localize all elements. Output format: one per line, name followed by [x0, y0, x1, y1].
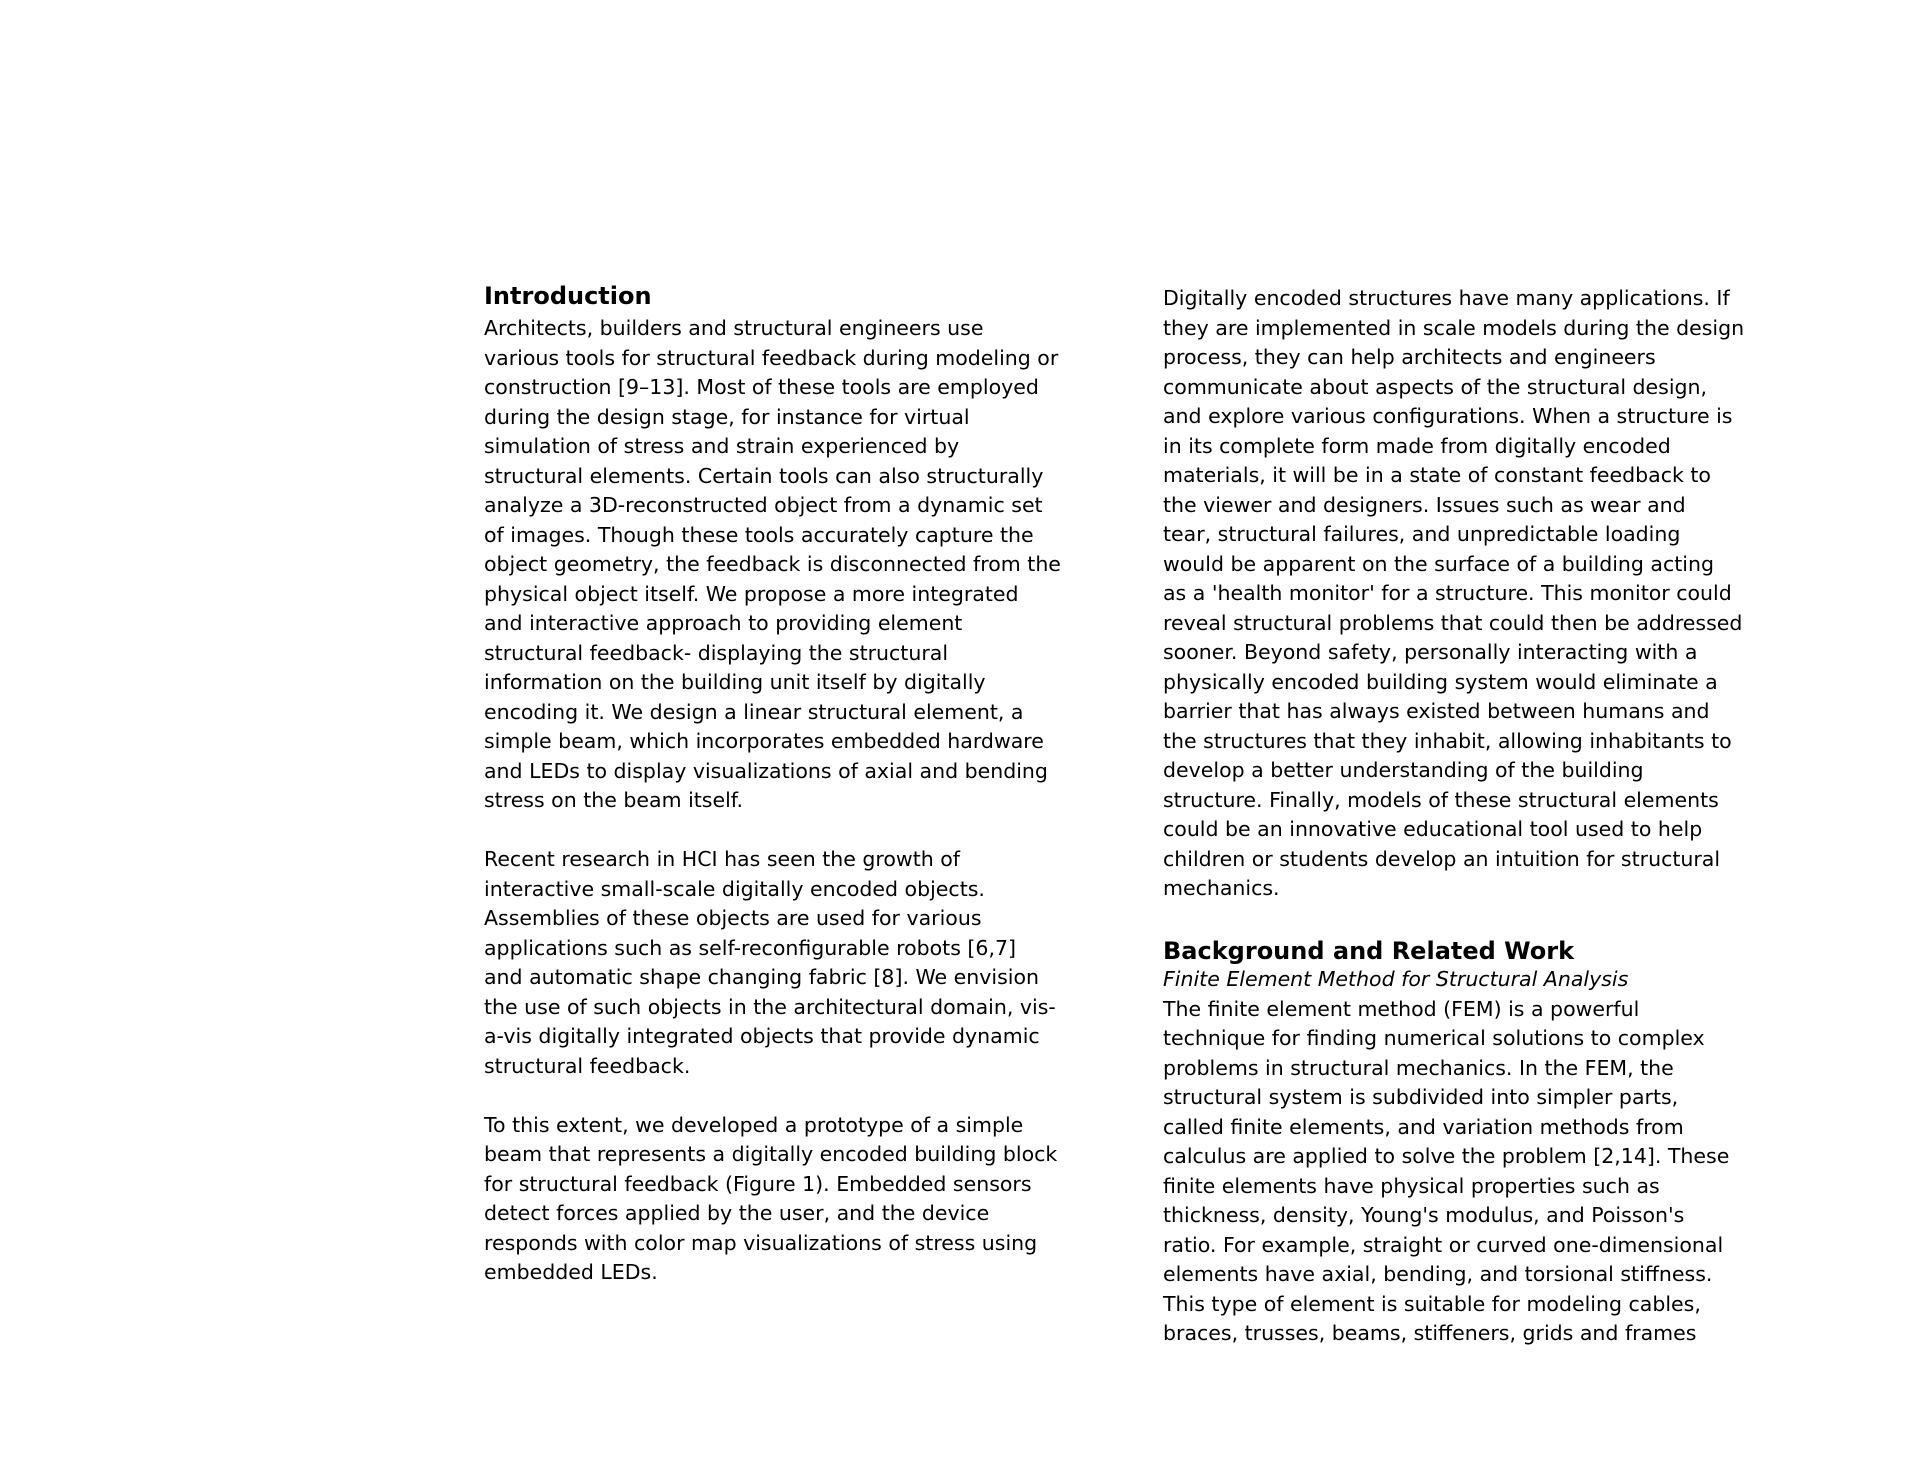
section-heading-background: Background and Related Work — [1163, 937, 1575, 965]
text-line: for structural feedback (Figure 1). Embedded sensors — [484, 1171, 1032, 1196]
text-line: finite elements have physical properties such as — [1163, 1173, 1660, 1198]
text-line: sooner. Beyond safety, personally interacting with a — [1163, 640, 1698, 664]
text-line: and explore various configurations. When a structure is — [1163, 404, 1733, 428]
text-line: detect forces applied by the user, and the device — [484, 1201, 990, 1225]
text-line: and automatic shape changing fabric [8]. We envision — [484, 965, 1040, 989]
text-line: reveal structural problems that could then be addressed — [1163, 610, 1743, 635]
text-line: during the design stage, for instance for virtual — [484, 404, 970, 429]
text-line: called finite elements, and variation methods from — [1163, 1114, 1684, 1139]
text-line: and interactive approach to providing element — [484, 611, 963, 635]
applications-paragraph — [1163, 284, 1763, 904]
text-line: braces, trusses, beams, stiffeners, grids and frames — [1163, 1321, 1697, 1345]
text-line: thickness, density, Young's modulus, and Poisson's — [1163, 1203, 1685, 1227]
text-line: construction [9–13]. Most of these tools are employed — [484, 375, 1039, 399]
text-line: process, they can help architects and engineers — [1163, 345, 1656, 369]
text-line: analyze a 3D-reconstructed object from a dynamic set — [484, 493, 1043, 517]
text-line: tear, structural failures, and unpredictable loading — [1163, 522, 1681, 546]
intro-paragraph-1 — [484, 314, 1084, 816]
text-line: simple beam, which incorporates embedded hardware — [484, 729, 1044, 753]
text-line: stress on the beam itself. — [484, 788, 744, 812]
text-line: responds with color map visualizations of stress using — [484, 1230, 1038, 1255]
text-line: Digitally encoded structures have many applications. If — [1163, 286, 1730, 310]
text-line: structural feedback. — [484, 1053, 691, 1078]
text-line: mechanics. — [1163, 876, 1280, 900]
text-line: and LEDs to display visualizations of axial and bending — [484, 758, 1048, 783]
text-line: structural feedback- displaying the structural — [484, 640, 949, 665]
text-line: simulation of stress and strain experienced by — [484, 434, 960, 458]
text-line: develop a better understanding of the building — [1163, 758, 1644, 782]
section-heading-introduction: Introduction — [484, 282, 652, 310]
text-line: the use of such objects in the architectural domain, vis- — [484, 994, 1056, 1019]
text-line: embedded LEDs. — [484, 1260, 658, 1284]
fem-paragraph — [1163, 995, 1763, 1349]
intro-paragraph-3 — [484, 1111, 1084, 1288]
text-line: the viewer and designers. Issues such as wear and — [1163, 492, 1686, 517]
text-line: barrier that has always existed between humans and — [1163, 699, 1710, 723]
text-line: Recent research in HCI has seen the growth of — [484, 847, 960, 871]
text-line: structural system is subdivided into simpler parts, — [1163, 1085, 1679, 1109]
text-line: physically encoded building system would eliminate a — [1163, 669, 1718, 694]
text-line: structure. Finally, models of these structural elements — [1163, 787, 1719, 812]
text-line: materials, it will be in a state of constant feedback to — [1163, 463, 1711, 487]
text-line: in its complete form made from digitally encoded — [1163, 433, 1671, 458]
text-line: applications such as self-reconfigurable robots [6,7] — [484, 935, 1017, 960]
text-line: ratio. For example, straight or curved one-dimensional — [1163, 1232, 1724, 1257]
text-line: information on the building unit itself by digitally — [484, 670, 986, 694]
text-line: the structures that they inhabit, allowing inhabitants to — [1163, 728, 1732, 753]
text-line: The finite element method (FEM) is a powerful — [1163, 996, 1640, 1021]
text-line: children or students develop an intuition for structural — [1163, 846, 1721, 871]
text-line: they are implemented in scale models during the design — [1163, 315, 1745, 340]
text-line: physical object itself. We propose a more integrated — [484, 581, 1019, 606]
text-line: elements have axial, bending, and torsional stiffness. — [1163, 1262, 1713, 1286]
text-line: structural elements. Certain tools can also structurally — [484, 463, 1044, 488]
text-line: as a 'health monitor' for a structure. This monitor could — [1163, 581, 1732, 605]
left-column — [484, 284, 1084, 1288]
right-column — [1163, 284, 1763, 1349]
text-line: encoding it. We design a linear structural element, a — [484, 699, 1024, 724]
subsection-heading-fem: Finite Element Method for Structural Analysis — [1163, 967, 1629, 991]
text-line: communicate about aspects of the structural design, — [1163, 374, 1708, 399]
text-line: Architects, builders and structural engineers use — [484, 316, 984, 340]
text-line: would be apparent on the surface of a building acting — [1163, 551, 1714, 576]
text-line: beam that represents a digitally encoded building block — [484, 1142, 1058, 1166]
text-line: Assemblies of these objects are used for various — [484, 906, 982, 930]
text-line: technique for finding numerical solutions to complex — [1163, 1026, 1705, 1050]
text-line: could be an innovative educational tool used to help — [1163, 817, 1703, 841]
text-line: a-vis digitally integrated objects that provide dynamic — [484, 1024, 1040, 1048]
text-line: To this extent, we developed a prototype of a simple — [484, 1112, 1024, 1137]
text-line: of images. Though these tools accurately capture the — [484, 522, 1034, 547]
text-line: problems in structural mechanics. In the FEM, the — [1163, 1055, 1674, 1080]
text-line: interactive small-scale digitally encoded objects. — [484, 876, 985, 901]
text-line: calculus are applied to solve the problem [2,14]. These — [1163, 1144, 1730, 1168]
text-line: object geometry, the feedback is disconnected from the — [484, 552, 1061, 576]
text-line: This type of element is suitable for modeling cables, — [1163, 1291, 1701, 1316]
intro-paragraph-2 — [484, 845, 1084, 1081]
text-line: various tools for structural feedback during modeling or — [484, 345, 1059, 370]
